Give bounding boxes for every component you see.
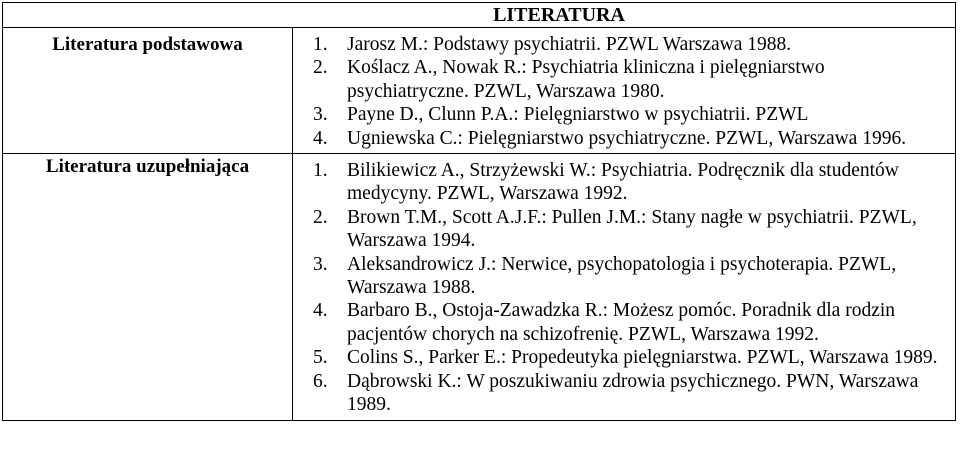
list-item: [293, 127, 949, 150]
item-text: Brown T.M., Scott A.J.F.: Pullen J.M.: Stany nagłe w psychiatrii. PZWL, Warszawa 1994.: [347, 206, 917, 252]
item-text: Jarosz M.: Podstawy psychiatrii. PZWL Warszawa 1988.: [347, 34, 792, 55]
list-item: [293, 346, 949, 369]
list-item: [293, 370, 949, 417]
section-row-basic: [3, 28, 956, 154]
list-item: [293, 206, 949, 253]
item-number: 3.: [313, 104, 328, 126]
item-text: Payne D., Clunn P.A.: Pielęgniarstwo w psychiatrii. PZWL: [347, 104, 809, 126]
item-number: 2.: [313, 206, 328, 228]
item-text: Aleksandrowicz J.: Nerwice, psychopatologia i psychoterapia. PZWL, Warszawa 1988.: [347, 253, 897, 299]
section-label-supplementary: Literatura uzupełniająca: [3, 154, 293, 420]
item-text: Dąbrowski K.: W poszukiwaniu zdrowia psychicznego. PWN, Warszawa 1989.: [347, 370, 919, 416]
item-text: Koślacz A., Nowak R.: Psychiatria kliniczna i pielęgniarstwo psychiatryczne. PZWL, Warszawa 1980.: [347, 57, 825, 102]
item-number: 1.: [313, 160, 328, 182]
title-row: [3, 3, 956, 28]
table-title: LITERATURA: [3, 3, 956, 28]
section-label-basic: Literatura podstawowa: [3, 28, 293, 154]
section-content-supplementary: [293, 154, 956, 420]
literature-table: [2, 2, 956, 421]
item-number: 3.: [313, 253, 328, 275]
list-item: [293, 33, 949, 56]
list-item: [293, 253, 949, 300]
section-content-basic: [293, 28, 956, 154]
list-item: [293, 56, 949, 103]
section-row-supplementary: [3, 154, 956, 420]
item-number: 6.: [313, 370, 328, 392]
item-number: 2.: [313, 57, 328, 79]
item-number: 1.: [313, 34, 328, 55]
item-text: Ugniewska C.: Pielęgniarstwo psychiatryczne. PZWL, Warszawa 1996.: [347, 127, 907, 149]
item-number: 5.: [313, 347, 328, 369]
item-text: Colins S., Parker E.: Propedeutyka pielęgniarstwa. PZWL, Warszawa 1989.: [347, 347, 938, 369]
list-item: [293, 159, 949, 206]
reference-list-basic: [293, 33, 949, 150]
item-number: 4.: [313, 300, 328, 322]
item-number: 4.: [313, 127, 328, 149]
reference-list-supplementary: [293, 159, 949, 416]
item-text: Barbaro B., Ostoja-Zawadzka R.: Możesz pomóc. Poradnik dla rodzin pacjentów chorych na schizofrenię. PZWL, Warszawa 1992.: [347, 300, 896, 345]
list-item: [293, 103, 949, 126]
list-item: [293, 299, 949, 346]
item-text: Bilikiewicz A., Strzyżewski W.: Psychiatria. Podręcznik dla studentów medycyny. PZWL, Warszawa 1992.: [347, 160, 899, 205]
